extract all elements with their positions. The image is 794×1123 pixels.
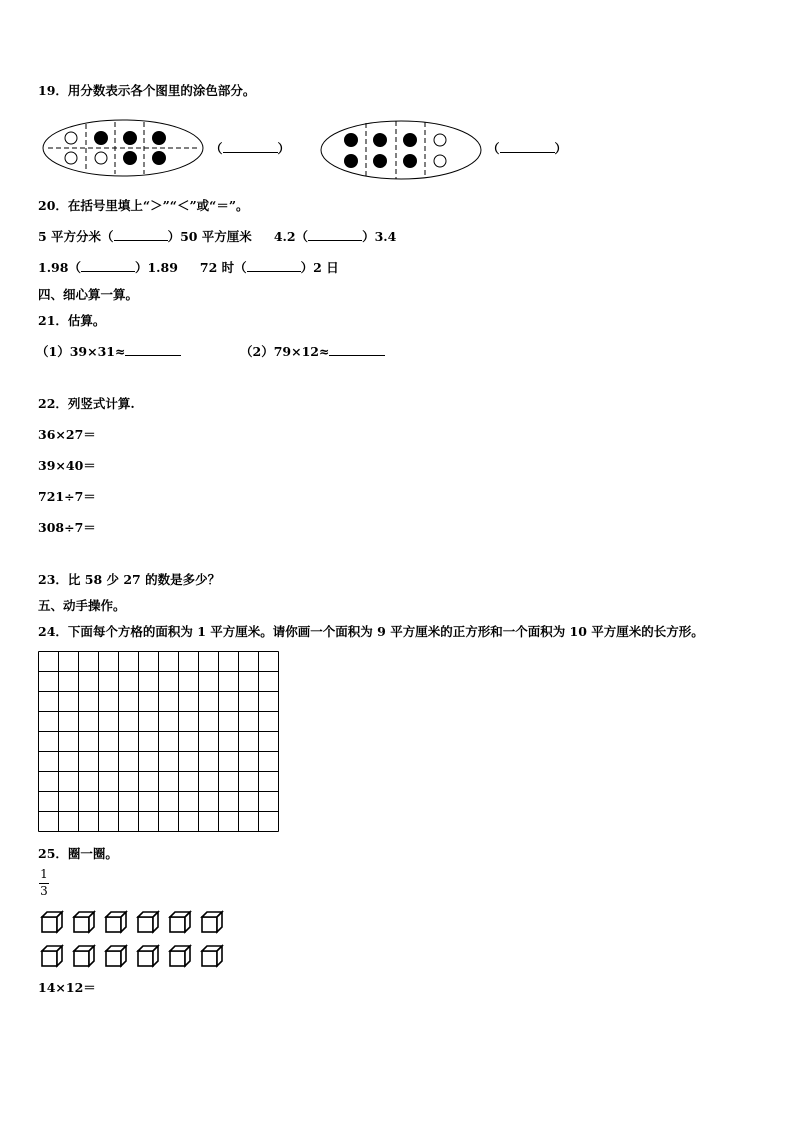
q21-item-2: （2）79×12≈ — [240, 343, 385, 361]
filled-circle — [94, 131, 108, 145]
cube-icon — [202, 946, 222, 966]
cube-icon — [202, 912, 222, 932]
empty-circle — [434, 155, 446, 167]
fraction-numerator: 1 — [40, 867, 48, 881]
cube-icon — [170, 912, 190, 932]
cube-group[interactable] — [40, 910, 230, 972]
fraction-denominator: 3 — [40, 884, 48, 898]
q21-title: 21．估算。 — [38, 313, 106, 328]
filled-circle — [403, 133, 417, 147]
filled-circle — [152, 151, 166, 165]
q20-row-2: 1.98（ ）1.89 72 时（ ）2 日 — [38, 260, 339, 275]
q22-item: 36×27＝ — [38, 427, 96, 442]
filled-circle — [344, 133, 358, 147]
fraction-one-third — [39, 868, 49, 898]
filled-circle — [373, 154, 387, 168]
cube-icon — [106, 946, 126, 966]
section-5-heading: 五、动手操作。 — [38, 598, 126, 613]
cube-icon — [170, 946, 190, 966]
cube-icon — [138, 946, 158, 966]
empty-circle — [65, 132, 77, 144]
square-grid[interactable] — [38, 651, 280, 833]
filled-circle — [403, 154, 417, 168]
empty-circle — [65, 152, 77, 164]
cube-icon — [74, 912, 94, 932]
q24-title: 24．下面每个方格的面积为 1 平方厘米。请你画一个面积为 9 平方厘米的正方形和一个面积为 10 平方厘米的长方形。 — [38, 624, 704, 639]
q19-title: 19．用分数表示各个图里的涂色部分。 — [38, 83, 256, 98]
filled-circle — [123, 131, 137, 145]
filled-circle — [344, 154, 358, 168]
filled-circle — [373, 133, 387, 147]
q22-item: 721÷7＝ — [38, 489, 96, 504]
compare-blank[interactable] — [81, 259, 135, 272]
cube-icon — [42, 946, 62, 966]
cube-icon — [138, 912, 158, 932]
q19-figure-1 — [42, 120, 204, 180]
q20-title: 20．在括号里填上“＞”“＜”或“＝”。 — [38, 198, 249, 213]
compare-blank[interactable] — [308, 228, 362, 241]
q20-row-1: 5 平方分米（ ）50 平方厘米 4.2（ ）3.4 — [38, 229, 397, 244]
oval-outline — [321, 121, 481, 179]
q23-title: 23．比 58 少 27 的数是多少？ — [38, 572, 221, 587]
q19-figure-2 — [320, 120, 482, 182]
q25-title: 25．圈一圈。 — [38, 846, 118, 861]
cube-icon — [106, 912, 126, 932]
q21-item-1: （1）39×31≈ — [36, 343, 181, 361]
q22-item: 308÷7＝ — [38, 520, 96, 535]
q19-answer-1[interactable]: （ ） — [210, 141, 291, 156]
cube-icon — [42, 912, 62, 932]
cube-icon — [74, 946, 94, 966]
filled-circle — [152, 131, 166, 145]
q19-answer-2[interactable]: （ ） — [487, 141, 568, 156]
compare-blank[interactable] — [247, 259, 301, 272]
q22-item: 39×40＝ — [38, 458, 96, 473]
estimate-blank[interactable] — [125, 343, 181, 356]
estimate-blank[interactable] — [329, 343, 385, 356]
answer-blank[interactable] — [223, 140, 278, 153]
answer-blank[interactable] — [500, 140, 555, 153]
filled-circle — [123, 151, 137, 165]
q25-calc: 14×12＝ — [38, 980, 96, 995]
empty-circle — [95, 152, 107, 164]
section-4-heading: 四、细心算一算。 — [38, 287, 139, 302]
q22-title: 22．列竖式计算. — [38, 396, 135, 411]
empty-circle — [434, 134, 446, 146]
compare-blank[interactable] — [114, 228, 168, 241]
